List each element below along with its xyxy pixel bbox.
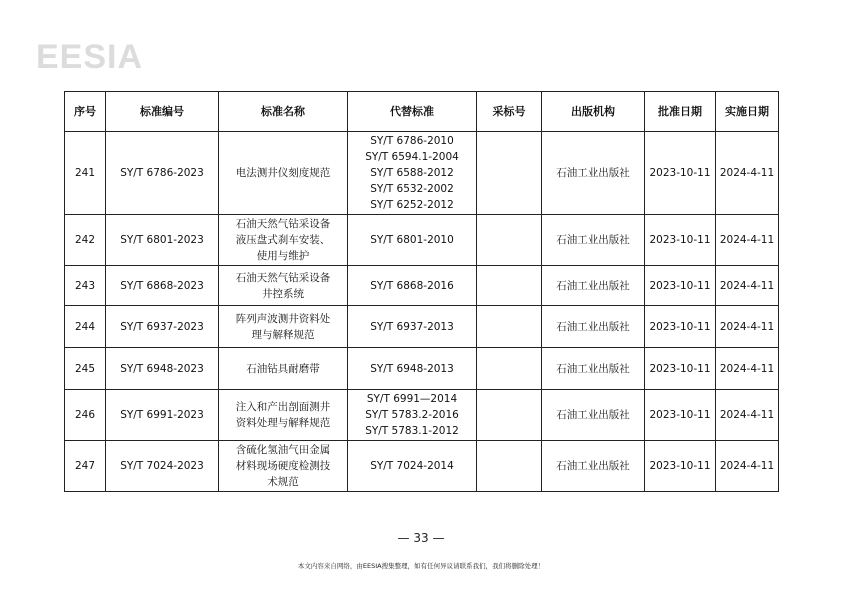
cell-name xyxy=(219,348,348,390)
header-seq: 序号 xyxy=(65,92,106,132)
cell-name xyxy=(219,306,348,348)
cell-replaces-line: SY/T 5783.2-2016 xyxy=(365,409,459,421)
cell-seq: 246 xyxy=(65,390,106,441)
cell-effective: 2024-4-11 xyxy=(716,215,779,266)
cell-approved: 2023-10-11 xyxy=(645,348,716,390)
cell-adopted xyxy=(477,390,542,441)
cell-name-line: 注入和产出剖面测井 xyxy=(235,401,331,413)
cell-approved: 2023-10-11 xyxy=(645,266,716,306)
cell-replaces-line: SY/T 5783.1-2012 xyxy=(365,425,459,437)
cell-seq: 241 xyxy=(65,132,106,215)
cell-replaces xyxy=(348,215,477,266)
cell-name xyxy=(219,132,348,215)
cell-seq: 245 xyxy=(65,348,106,390)
cell-adopted xyxy=(477,348,542,390)
eesia-logo: EESIA xyxy=(36,38,144,76)
cell-name-line: 使用与维护 xyxy=(256,250,310,262)
cell-adopted xyxy=(477,266,542,306)
cell-name-line: 含硫化氢油气田金属 xyxy=(235,444,331,456)
cell-effective: 2024-4-11 xyxy=(716,441,779,492)
cell-replaces-line: SY/T 6868-2016 xyxy=(370,279,454,292)
cell-seq: 244 xyxy=(65,306,106,348)
cell-code: SY/T 6948-2023 xyxy=(106,348,219,390)
cell-approved: 2023-10-11 xyxy=(645,132,716,215)
cell-adopted xyxy=(477,132,542,215)
cell-code: SY/T 6786-2023 xyxy=(106,132,219,215)
cell-replaces xyxy=(348,441,477,492)
cell-replaces-line: SY/T 6937-2013 xyxy=(370,320,454,333)
cell-name-line: 术规范 xyxy=(267,476,299,488)
cell-name-line: 电法测井仪刻度规范 xyxy=(235,167,331,179)
cell-publisher: 石油工业出版社 xyxy=(542,306,645,348)
cell-code: SY/T 6868-2023 xyxy=(106,266,219,306)
table-row xyxy=(65,215,779,266)
cell-publisher: 石油工业出版社 xyxy=(542,348,645,390)
cell-name-line: 液压盘式刹车安装、 xyxy=(235,234,331,246)
cell-publisher: 石油工业出版社 xyxy=(542,132,645,215)
cell-replaces-line: SY/T 6532-2002 xyxy=(370,183,454,195)
cell-seq: 247 xyxy=(65,441,106,492)
footer-note: 本文内容来自网络，由EESIA搜集整理，如有任何异议请联系我们，我们将删除处理！ xyxy=(297,562,545,570)
header-publisher: 出版机构 xyxy=(542,92,645,132)
cell-effective: 2024-4-11 xyxy=(716,132,779,215)
cell-name-line: 石油天然气钻采设备 xyxy=(235,271,331,284)
cell-publisher: 石油工业出版社 xyxy=(542,266,645,306)
cell-replaces-line: SY/T 7024-2014 xyxy=(370,460,454,472)
cell-replaces-line: SY/T 6991—2014 xyxy=(366,393,458,405)
page-number: — 33 — xyxy=(397,531,445,545)
cell-approved: 2023-10-11 xyxy=(645,306,716,348)
cell-code: SY/T 6937-2023 xyxy=(106,306,219,348)
cell-replaces-line: SY/T 6801-2010 xyxy=(370,234,454,246)
cell-seq: 243 xyxy=(65,266,106,306)
cell-publisher: 石油工业出版社 xyxy=(542,215,645,266)
table-row xyxy=(65,266,779,306)
cell-replaces-line: SY/T 6252-2012 xyxy=(370,199,454,211)
cell-approved: 2023-10-11 xyxy=(645,441,716,492)
cell-publisher: 石油工业出版社 xyxy=(542,441,645,492)
cell-replaces xyxy=(348,390,477,441)
header-code: 标准编号 xyxy=(106,92,219,132)
cell-effective: 2024-4-11 xyxy=(716,348,779,390)
cell-name xyxy=(219,390,348,441)
cell-effective: 2024-4-11 xyxy=(716,266,779,306)
cell-name xyxy=(219,441,348,492)
cell-replaces xyxy=(348,132,477,215)
cell-name-line: 石油钻具耐磨带 xyxy=(246,362,320,375)
table-row xyxy=(65,132,779,215)
header-approved: 批准日期 xyxy=(645,92,716,132)
cell-name-line: 井控系统 xyxy=(262,287,304,300)
cell-replaces-line: SY/T 6588-2012 xyxy=(370,167,454,179)
standards-table xyxy=(64,91,779,492)
cell-replaces-line: SY/T 6786-2010 xyxy=(370,135,454,147)
cell-name-line: 石油天然气钻采设备 xyxy=(235,218,331,230)
cell-name xyxy=(219,215,348,266)
cell-approved: 2023-10-11 xyxy=(645,390,716,441)
cell-effective: 2024-4-11 xyxy=(716,306,779,348)
cell-adopted xyxy=(477,306,542,348)
cell-code: SY/T 6801-2023 xyxy=(106,215,219,266)
cell-publisher: 石油工业出版社 xyxy=(542,390,645,441)
cell-replaces xyxy=(348,348,477,390)
cell-name-line: 阵列声波测井资料处 xyxy=(235,312,331,325)
cell-name-line: 材料现场硬度检测技 xyxy=(235,460,331,472)
table-row xyxy=(65,306,779,348)
cell-replaces xyxy=(348,306,477,348)
cell-name-line: 资料处理与解释规范 xyxy=(235,417,331,429)
header-replaces: 代替标准 xyxy=(348,92,477,132)
cell-seq: 242 xyxy=(65,215,106,266)
cell-replaces-line: SY/T 6594.1-2004 xyxy=(365,151,459,163)
cell-adopted xyxy=(477,215,542,266)
cell-approved: 2023-10-11 xyxy=(645,215,716,266)
table-row xyxy=(65,390,779,441)
cell-adopted xyxy=(477,441,542,492)
header-adopted: 采标号 xyxy=(477,92,542,132)
cell-code: SY/T 6991-2023 xyxy=(106,390,219,441)
table-header-row xyxy=(65,92,779,132)
table-row xyxy=(65,348,779,390)
header-effective: 实施日期 xyxy=(716,92,779,132)
cell-replaces-line: SY/T 6948-2013 xyxy=(370,362,454,375)
header-name: 标准名称 xyxy=(219,92,348,132)
cell-effective: 2024-4-11 xyxy=(716,390,779,441)
cell-replaces xyxy=(348,266,477,306)
cell-name-line: 理与解释规范 xyxy=(251,328,315,341)
table-row xyxy=(65,441,779,492)
cell-code: SY/T 7024-2023 xyxy=(106,441,219,492)
cell-name xyxy=(219,266,348,306)
